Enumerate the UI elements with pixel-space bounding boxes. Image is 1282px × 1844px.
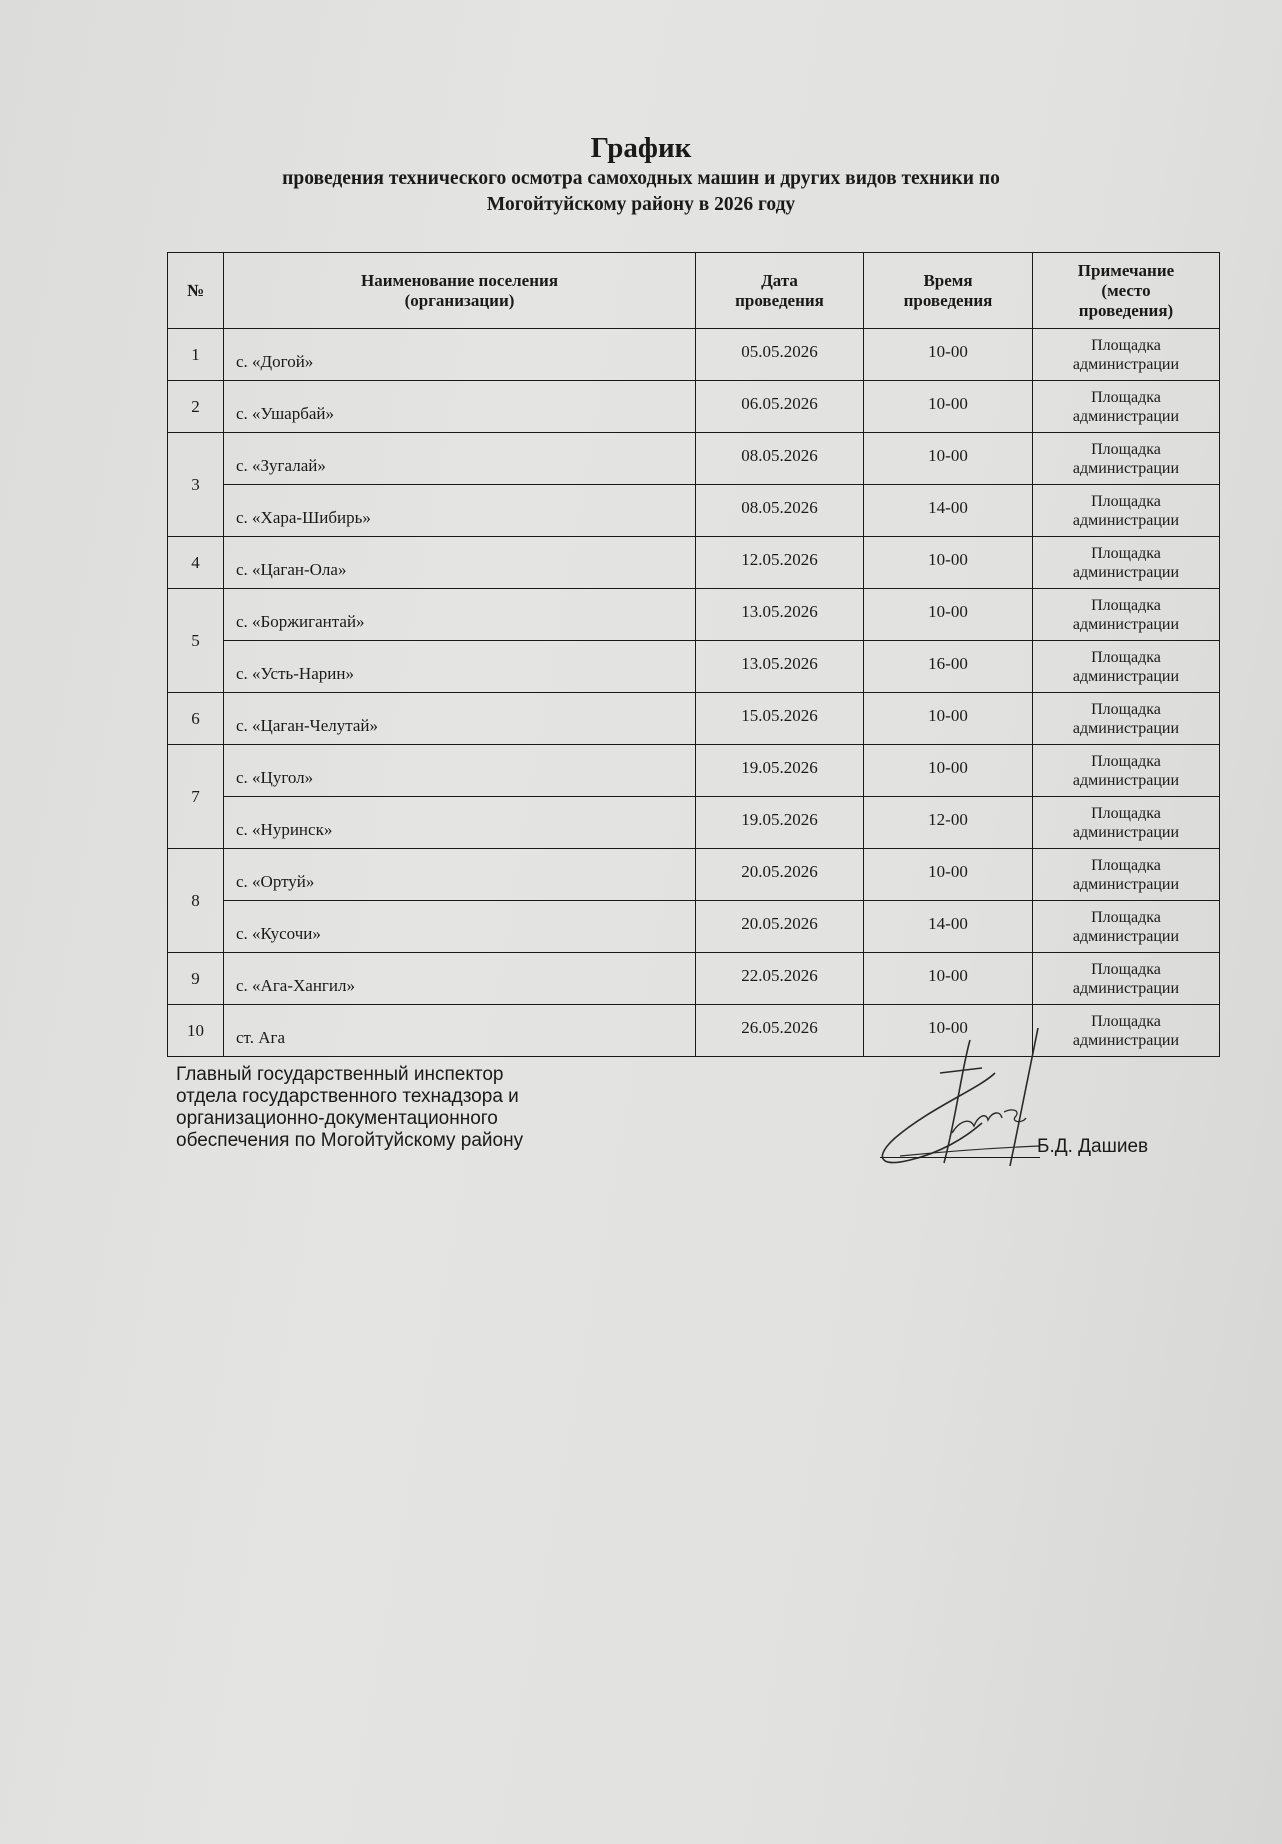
row-note-line1: Площадка [1091, 648, 1161, 666]
row-note-line2: администрации [1072, 823, 1180, 841]
row-note-line1: Площадка [1091, 440, 1161, 458]
header-name-line1: Наименование поселения [360, 270, 559, 290]
document-subtitle-line2: Могойтуйскому району в 2026 году [486, 194, 796, 215]
row-note-line2: администрации [1072, 667, 1180, 685]
header-note-line1: Примечание [1077, 260, 1175, 280]
header-date-line1: Дата [761, 270, 798, 290]
row-settlement: с. «Цаган-Ола» [224, 537, 696, 589]
row-time: 16-00 [864, 641, 1033, 693]
row-date: 15.05.2026 [696, 693, 864, 745]
row-settlement: с. «Кусочи» [224, 901, 696, 953]
row-note-line1: Площадка [1091, 388, 1161, 406]
row-date: 08.05.2026 [696, 485, 864, 537]
table-row [168, 953, 1220, 1005]
document-title: График [590, 132, 692, 164]
table-row [168, 901, 1220, 953]
header-time-line2: проведения [903, 290, 993, 310]
row-note-line1: Площадка [1091, 752, 1161, 770]
header-note-line2: (место [1101, 280, 1151, 300]
row-date: 22.05.2026 [696, 953, 864, 1005]
row-note-line2: администрации [1072, 407, 1180, 425]
row-note [1033, 485, 1220, 537]
row-settlement: с. «Хара-Шибирь» [224, 485, 696, 537]
row-note-line2: администрации [1072, 563, 1180, 581]
row-date: 20.05.2026 [696, 849, 864, 901]
row-time: 14-00 [864, 901, 1033, 953]
row-time: 12-00 [864, 797, 1033, 849]
table-row [168, 849, 1220, 901]
table-row [168, 329, 1220, 381]
row-settlement: с. «Ортуй» [224, 849, 696, 901]
row-time: 10-00 [864, 849, 1033, 901]
row-time: 10-00 [864, 329, 1033, 381]
row-num: 8 [168, 849, 224, 953]
row-num: 3 [168, 433, 224, 537]
row-note [1033, 901, 1220, 953]
row-note-line2: администрации [1072, 927, 1180, 945]
row-num: 6 [168, 693, 224, 745]
header-num: № [168, 253, 224, 329]
row-time: 10-00 [864, 745, 1033, 797]
row-date: 19.05.2026 [696, 797, 864, 849]
row-note [1033, 329, 1220, 381]
row-time: 10-00 [864, 953, 1033, 1005]
row-date: 19.05.2026 [696, 745, 864, 797]
row-note-line2: администрации [1072, 355, 1180, 373]
header-date [696, 253, 864, 329]
row-note-line1: Площадка [1091, 960, 1161, 978]
row-date: 08.05.2026 [696, 433, 864, 485]
row-settlement: ст. Ага [224, 1005, 696, 1057]
row-note-line1: Площадка [1091, 804, 1161, 822]
table-row [168, 537, 1220, 589]
row-time: 10-00 [864, 381, 1033, 433]
row-settlement: с. «Ага-Хангил» [224, 953, 696, 1005]
signatory-position [176, 1064, 523, 1152]
row-settlement: с. «Цаган-Челутай» [224, 693, 696, 745]
row-note-line1: Площадка [1091, 700, 1161, 718]
table-row [168, 589, 1220, 641]
row-note-line1: Площадка [1091, 856, 1161, 874]
row-time: 10-00 [864, 693, 1033, 745]
table-row [168, 485, 1220, 537]
table-row [168, 693, 1220, 745]
row-note-line1: Площадка [1091, 908, 1161, 926]
row-date: 12.05.2026 [696, 537, 864, 589]
row-note [1033, 953, 1220, 1005]
table-row [168, 797, 1220, 849]
table-row [168, 433, 1220, 485]
row-note [1033, 849, 1220, 901]
row-note [1033, 381, 1220, 433]
header-date-line2: проведения [735, 290, 824, 310]
position-line1: Главный государственный инспектор [176, 1064, 504, 1085]
row-note [1033, 693, 1220, 745]
row-note-line1: Площадка [1091, 1012, 1161, 1030]
row-note-line2: администрации [1072, 615, 1180, 633]
row-date: 13.05.2026 [696, 589, 864, 641]
row-settlement: с. «Нуринск» [224, 797, 696, 849]
row-note-line2: администрации [1072, 1031, 1180, 1049]
row-note [1033, 537, 1220, 589]
row-note-line2: администрации [1072, 875, 1180, 893]
document-header [0, 131, 1282, 217]
row-date: 05.05.2026 [696, 329, 864, 381]
row-note-line1: Площадка [1091, 544, 1161, 562]
table-row [168, 641, 1220, 693]
row-num: 2 [168, 381, 224, 433]
table-row [168, 745, 1220, 797]
table-row [168, 381, 1220, 433]
header-time-line1: Время [923, 270, 973, 290]
row-date: 20.05.2026 [696, 901, 864, 953]
row-note-line1: Площадка [1091, 336, 1161, 354]
position-line3: организационно-документационного [176, 1108, 498, 1129]
row-settlement: с. «Зугалай» [224, 433, 696, 485]
row-settlement: с. «Боржигантай» [224, 589, 696, 641]
row-num: 5 [168, 589, 224, 693]
row-date: 26.05.2026 [696, 1005, 864, 1057]
row-time: 10-00 [864, 1005, 1033, 1057]
header-note-line3: проведения) [1078, 300, 1174, 320]
row-date: 13.05.2026 [696, 641, 864, 693]
row-settlement: с. «Цугол» [224, 745, 696, 797]
row-num: 4 [168, 537, 224, 589]
handwritten-signature [870, 1028, 1070, 1188]
row-note-line2: администрации [1072, 771, 1180, 789]
row-num: 9 [168, 953, 224, 1005]
position-line4: обеспечения по Могойтуйскому району [176, 1130, 524, 1151]
row-note [1033, 433, 1220, 485]
row-note [1033, 797, 1220, 849]
header-time [864, 253, 1033, 329]
row-note-line2: администрации [1072, 719, 1180, 737]
signer-name: Б.Д. Дашиев [1037, 1136, 1149, 1157]
row-settlement: с. «Ушарбай» [224, 381, 696, 433]
row-settlement: с. «Догой» [224, 329, 696, 381]
row-time: 10-00 [864, 433, 1033, 485]
header-name [224, 253, 696, 329]
document-subtitle-line1: проведения технического осмотра самоходных машин и других видов техники по [282, 168, 1000, 189]
header-name-line2: (организации) [404, 290, 515, 310]
row-time: 14-00 [864, 485, 1033, 537]
row-note-line2: администрации [1072, 511, 1180, 529]
inspection-schedule-table [167, 252, 1220, 1057]
row-num: 1 [168, 329, 224, 381]
row-note [1033, 745, 1220, 797]
row-note-line1: Площадка [1091, 492, 1161, 510]
row-note [1033, 641, 1220, 693]
row-note-line1: Площадка [1091, 596, 1161, 614]
row-date: 06.05.2026 [696, 381, 864, 433]
row-time: 10-00 [864, 589, 1033, 641]
row-note-line2: администрации [1072, 459, 1180, 477]
row-settlement: с. «Усть-Нарин» [224, 641, 696, 693]
table-header-row [168, 253, 1220, 329]
row-num: 7 [168, 745, 224, 849]
row-note [1033, 589, 1220, 641]
position-line2: отдела государственного технадзора и [176, 1086, 519, 1107]
signature-line [880, 1157, 1040, 1158]
row-time: 10-00 [864, 537, 1033, 589]
row-num: 10 [168, 1005, 224, 1057]
row-note-line2: администрации [1072, 979, 1180, 997]
header-note [1033, 253, 1220, 329]
